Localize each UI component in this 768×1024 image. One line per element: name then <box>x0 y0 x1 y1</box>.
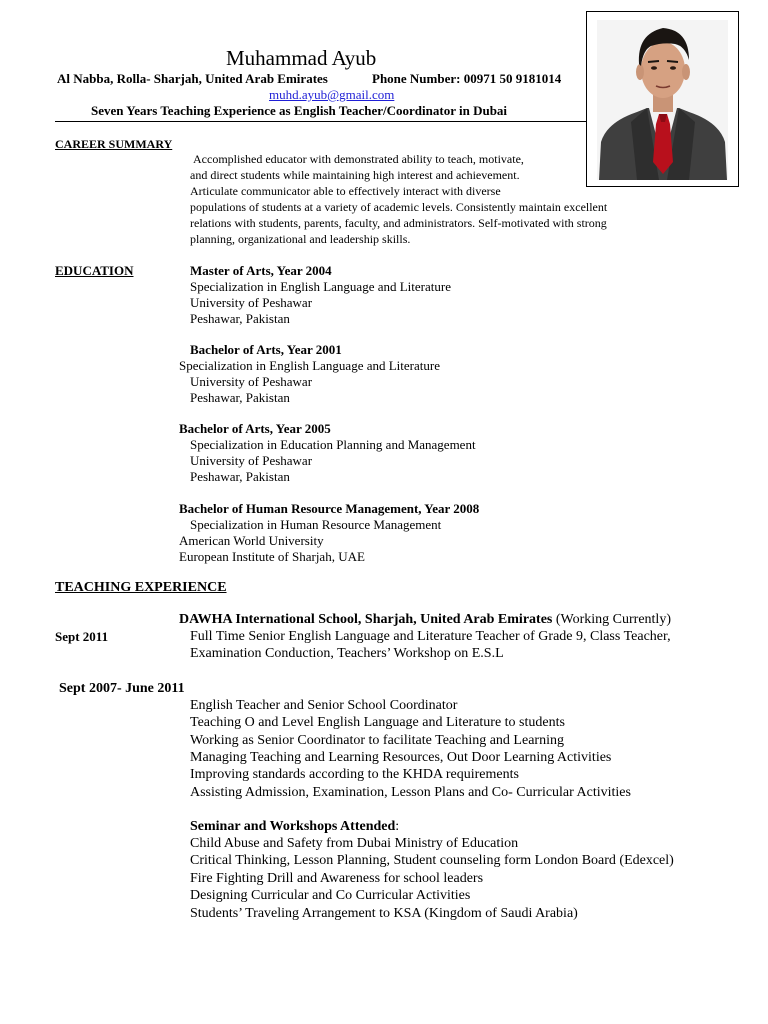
job-detail: Examination Conduction, Teachers’ Workshop on E.S.L <box>190 646 504 661</box>
job-detail: Teaching O and Level English Language and Literature to students <box>190 715 565 730</box>
education-heading: EDUCATION <box>55 263 134 278</box>
degree-detail: University of Peshawar <box>190 374 313 389</box>
career-summary-heading: CAREER SUMMARY <box>55 137 173 151</box>
job-date: Sept 2011 <box>55 629 109 644</box>
degree-detail: University of Peshawar <box>190 453 313 468</box>
seminars-colon: : <box>395 819 400 834</box>
job-detail: Working as Senior Coordinator to facilitate Teaching and Learning <box>190 733 564 748</box>
job-detail: Assisting Admission, Examination, Lesson Plans and Co- Curricular Activities <box>190 785 631 800</box>
school-note: (Working Currently) <box>555 612 671 627</box>
summary-line: Articulate communicator able to effectively interact with diverse <box>190 184 501 198</box>
degree-detail: Specialization in English Language and Literature <box>179 358 440 373</box>
summary-line: populations of students at a variety of academic levels. Consistently maintain excellent <box>190 200 608 214</box>
header-divider <box>55 121 587 122</box>
degree-detail: University of Peshawar <box>190 295 313 310</box>
profile-photo <box>586 11 739 187</box>
tagline: Seven Years Teaching Experience as English Teacher/Coordinator in Dubai <box>91 103 508 118</box>
candidate-name: Muhammad Ayub <box>226 46 377 70</box>
degree-title: Bachelor of Human Resource Management, Year 2008 <box>179 501 480 516</box>
degree-detail: American World University <box>179 533 324 548</box>
degree-detail: European Institute of Sharjah, UAE <box>179 549 365 564</box>
teaching-experience-heading: TEACHING EXPERIENCE <box>55 580 227 595</box>
seminars-heading-line <box>190 819 399 835</box>
job-date: Sept 2007- June 2011 <box>59 681 185 696</box>
degree-detail: Specialization in Human Resource Management <box>190 517 442 532</box>
email-link[interactable]: muhd.ayub@gmail.com <box>269 87 395 102</box>
degree-title: Master of Arts, Year 2004 <box>190 263 332 278</box>
degree-detail: Specialization in Education Planning and Management <box>190 437 476 452</box>
job-detail: English Teacher and Senior School Coordinator <box>190 698 458 713</box>
seminar-item: Critical Thinking, Lesson Planning, Student counseling form London Board (Edexcel) <box>190 853 674 868</box>
degree-detail: Specialization in English Language and Literature <box>190 279 451 294</box>
school-name: DAWHA International School, Sharjah, United Arab Emirates <box>179 612 553 627</box>
summary-line: planning, organizational and leadership skills. <box>190 232 411 246</box>
degree-detail: Peshawar, Pakistan <box>190 390 290 405</box>
summary-line: relations with students, parents, faculty, and administrators. Self-motivated with strong <box>190 216 607 230</box>
summary-line: Accomplished educator with demonstrated ability to teach, motivate, <box>193 152 524 166</box>
degree-detail: Peshawar, Pakistan <box>190 311 290 326</box>
seminar-item: Students’ Traveling Arrangement to KSA (Kingdom of Saudi Arabia) <box>190 906 578 921</box>
degree-title: Bachelor of Arts, Year 2001 <box>190 342 342 357</box>
summary-line: and direct students while maintaining high interest and achievement. <box>190 168 520 182</box>
school-line <box>179 612 671 628</box>
address: Al Nabba, Rolla- Sharjah, United Arab Emirates <box>57 71 328 86</box>
seminars-heading: Seminar and Workshops Attended <box>190 819 396 834</box>
seminar-item: Designing Curricular and Co Curricular Activities <box>190 888 471 903</box>
job-detail: Improving standards according to the KHDA requirements <box>190 767 519 782</box>
job-detail: Managing Teaching and Learning Resources, Out Door Learning Activities <box>190 750 612 765</box>
seminar-item: Child Abuse and Safety from Dubai Ministry of Education <box>190 836 519 851</box>
degree-detail: Peshawar, Pakistan <box>190 469 290 484</box>
seminar-item: Fire Fighting Drill and Awareness for school leaders <box>190 871 484 886</box>
phone-number: Phone Number: 00971 50 9181014 <box>372 71 562 86</box>
degree-title: Bachelor of Arts, Year 2005 <box>179 421 331 436</box>
job-detail: Full Time Senior English Language and Literature Teacher of Grade 9, Class Teacher, <box>190 629 671 644</box>
